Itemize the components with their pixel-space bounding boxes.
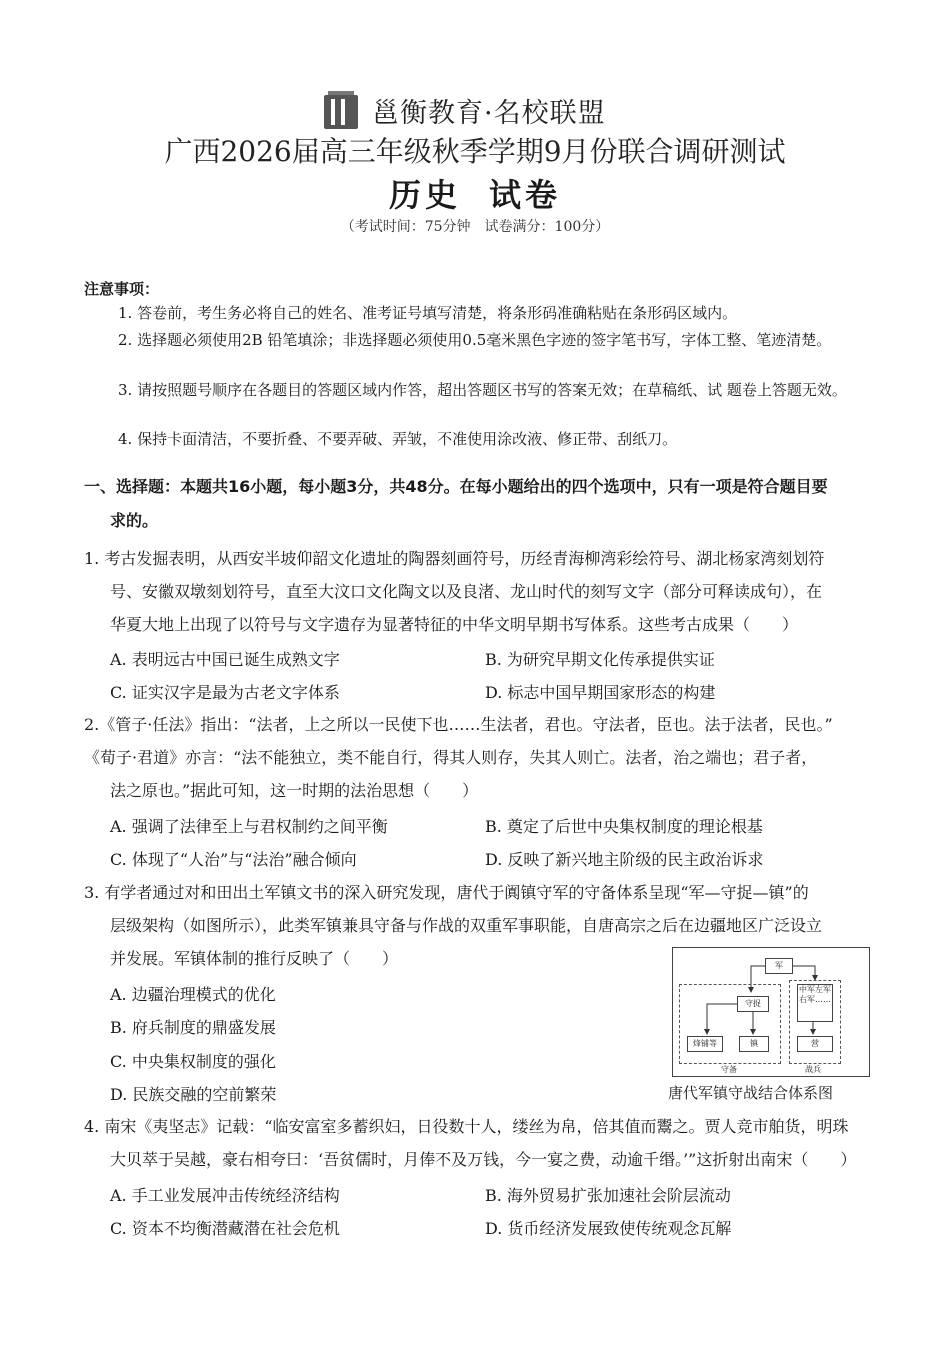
beacon-node: 烽铺等 <box>687 1036 723 1052</box>
question-3-option-b[interactable]: B. 府兵制度的鼎盛发展 <box>110 1018 276 1037</box>
question-2-line-3: 法之原也。”据此可知，这一时期的法治思想（ ） <box>110 781 479 800</box>
notice-item-1: 1. 答卷前，考生务必将自己的姓名、准考证号填写清楚，将条形码准确粘贴在条形码区域内。 <box>118 304 738 322</box>
camp-node: 营 <box>797 1036 833 1052</box>
question-3-option-c[interactable]: C. 中央集权制度的强化 <box>110 1052 276 1071</box>
paper-label: 试卷 <box>489 176 562 214</box>
question-1-line-3: 华夏大地上出现了以符号与文字遗存为显著特征的中华文明早期书写体系。这些考古成果（ ） <box>110 615 799 634</box>
question-3-option-d[interactable]: D. 民族交融的空前繁荣 <box>110 1085 277 1104</box>
books-logo-icon <box>322 91 362 129</box>
question-4-line-2: 大贝萃于吴越，豪右相夸曰：‘吾贫儒时，月俸不及万钱，今一宴之费，动逾千缗。’”这折射出南宋（ ） <box>110 1150 857 1169</box>
question-1-line-2: 号、安徽双墩刻划符号，直至大汶口文化陶文以及良渚、龙山时代的刻写文字（部分可释读成句），在 <box>110 582 823 601</box>
question-4-option-d[interactable]: D. 货币经济发展致使传统观念瓦解 <box>485 1219 732 1238</box>
question-2-option-d[interactable]: D. 反映了新兴地主阶级的民主政治诉求 <box>485 850 764 869</box>
notice-heading: 注意事项： <box>84 280 160 298</box>
question-1-option-a[interactable]: A. 表明远古中国已诞生成熟文字 <box>110 650 340 669</box>
subject-title <box>0 170 950 216</box>
question-2-line-2: 《荀子·君道》亦言：“法不能独立，类不能自行，得其人则存，失其人则亡。法者，治之端也；君子者， <box>84 748 818 767</box>
question-1-line-1: 1. 考古发掘表明，从西安半坡仰韶文化遗址的陶器刻画符号，历经青海柳湾彩绘符号、湖北杨家湾刻划符 <box>84 549 825 568</box>
question-3-line-2: 层级架构（如图所示），此类军镇兼具守备与作战的双重军事职能，自唐高宗之后在边疆地区广泛设立 <box>110 916 823 935</box>
question-3-option-a[interactable]: A. 边疆治理模式的优化 <box>110 985 276 1004</box>
brand-name: 邕衡教育·名校联盟 <box>372 97 606 129</box>
notice-item-2: 2. 选择题必须使用2B 铅笔填涂；非选择题必须使用0.5毫米黑色字迹的签字笔书写，字体工整、笔迹清楚。 <box>118 331 832 349</box>
question-1-option-c[interactable]: C. 证实汉字是最为古老文字体系 <box>110 683 340 702</box>
question-1-option-b[interactable]: B. 为研究早期文化传承提供实证 <box>485 650 715 669</box>
question-4-option-a[interactable]: A. 手工业发展冲击传统经济结构 <box>110 1186 340 1205</box>
question-4-option-b[interactable]: B. 海外贸易扩张加速社会阶层流动 <box>485 1186 731 1205</box>
exam-info: （考试时间：75分钟 试卷满分：100分） <box>340 219 610 235</box>
question-1-option-d[interactable]: D. 标志中国早期国家形态的构建 <box>485 683 716 702</box>
figure-caption: 唐代军镇守战结合体系图 <box>668 1084 834 1102</box>
combat-label: 战兵 <box>805 1065 821 1074</box>
zhen-node: 镇 <box>739 1036 769 1052</box>
question-2-line-1: 2.《管子·任法》指出：“法者，上之所以一民使下也……生法者，君也。守法者，臣也。法于法者，民也。” <box>84 715 833 734</box>
question-2-option-c[interactable]: C. 体现了“人治”与“法治”融合倾向 <box>110 850 357 869</box>
section-heading-line1: 一、选择题：本题共16小题，每小题3分，共48分。在每小题给出的四个选项中，只有一项是符合题目要 <box>84 477 828 496</box>
subject-name: 历史 <box>388 176 461 214</box>
military-system-diagram <box>672 947 870 1077</box>
notice-item-4: 4. 保持卡面清洁，不要折叠、不要弄破、弄皱，不准使用涂改液、修正带、刮纸刀。 <box>118 430 678 448</box>
question-3-line-1: 3. 有学者通过对和田出土军镇文书的深入研究发现，唐代于阗镇守军的守备体系呈现“军—守捉—镇”的 <box>84 883 809 902</box>
question-4-option-c[interactable]: C. 资本不均衡潜藏潜在社会危机 <box>110 1219 340 1238</box>
question-2-option-a[interactable]: A. 强调了法律至上与君权制约之间平衡 <box>110 817 388 836</box>
question-2-option-b[interactable]: B. 奠定了后世中央集权制度的理论根基 <box>485 817 763 836</box>
shouzhuo-node: 守捉 <box>737 996 769 1012</box>
notice-item-3: 3. 请按照题号顺序在各题目的答题区域内作答，超出答题区书写的答案无效；在草稿纸、试 题卷上答题无效。 <box>118 381 847 399</box>
question-4-line-1: 4. 南宋《夷坚志》记载：“临安富室多蓄织妇，日役数十人，缕丝为帛，倍其值而鬻之。贾人竞市舶货，明珠 <box>84 1117 849 1136</box>
section-heading-line2: 求的。 <box>110 511 159 530</box>
armies-node: 中军左军右军…… <box>797 984 833 1022</box>
question-3-line-3: 并发展。军镇体制的推行反映了（ ） <box>110 949 399 968</box>
brand-header <box>322 88 606 132</box>
exam-title: 广西2026届高三年级秋季学期9月份联合调研测试 <box>164 135 786 168</box>
defense-label: 守备 <box>721 1065 737 1074</box>
army-node: 军 <box>765 958 793 974</box>
